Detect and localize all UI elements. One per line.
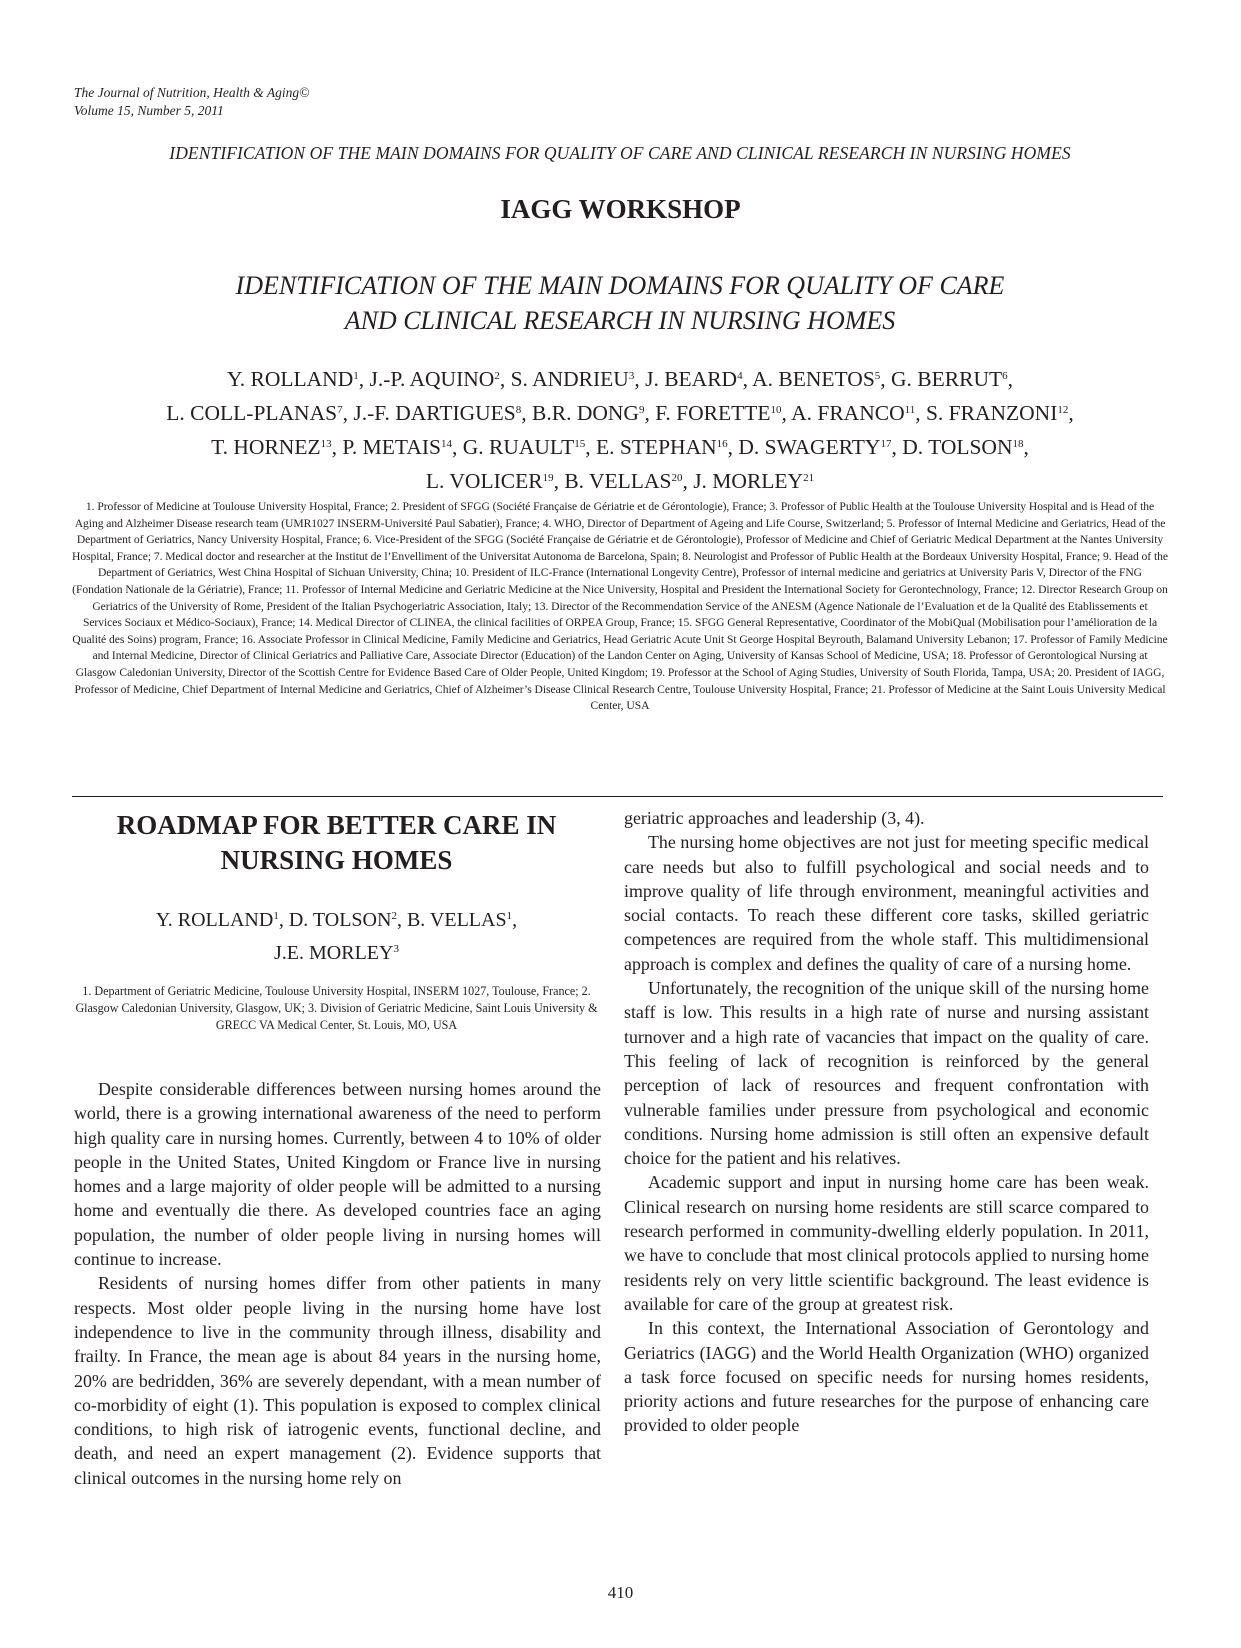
- body-paragraph: Unfortunately, the recognition of the unique skill of the nursing home staff is low. This results in a high rate of nurse and nursing assistant turnover and a high rate of vacancies that impact on the quality of care. This feeling of lack of recognition is reinforced by the general perception of lack of resources and frequent confrontation with vulnerable families under pressure from psychological and economic conditions. Nursing home admission is still often an expensive default choice for the patient and his relatives.: [624, 978, 1149, 1169]
- author-separator: ,: [915, 401, 926, 425]
- body-paragraph: Residents of nursing homes differ from other patients in many respects. Most older people living in the nursing home have lost independence to live in the community through illness, disability and frailty. In France, the mean age is about 84 years in the nursing home, 20% are bedridden, 36% are severely dependant, with a mean number of co-morbidity of eight (1). This population is exposed to complex clinical conditions, to high risk of iatrogenic events, functional decline, and death, and need an expert management (2). Evidence supports that clinical outcomes in the nursing home rely on: [74, 1273, 601, 1488]
- author-line: [70, 361, 1170, 395]
- affiliation-marker: 7: [337, 404, 343, 416]
- author-separator: ,: [1023, 435, 1029, 459]
- affiliation-marker: 4: [737, 370, 743, 382]
- author-separator: ,: [521, 401, 533, 425]
- author-separator: ,: [512, 909, 518, 931]
- author-separator: ,: [499, 367, 511, 391]
- author-name: F. FORETTE: [655, 401, 771, 425]
- author-name: E. STEPHAN: [595, 435, 717, 459]
- author-separator: ,: [278, 909, 289, 931]
- author-name: J. BEARD: [645, 367, 738, 391]
- author-list: [70, 361, 1170, 497]
- affiliation-marker: 3: [393, 943, 399, 955]
- author-name: P. METAIS: [342, 435, 441, 459]
- section-divider: [72, 796, 1163, 797]
- body-column-left: [74, 1077, 601, 1490]
- affiliation-marker: 2: [494, 370, 500, 382]
- author-name: L. COLL-PLANAS: [166, 401, 338, 425]
- journal-name: The Journal of Nutrition, Health & Aging©: [74, 85, 310, 100]
- affiliation-marker: 15: [574, 438, 586, 450]
- body-paragraph: Despite considerable differences between nursing homes around the world, there is a growing international awareness of the need to perform high quality care in nursing homes. Currently, between 4 to 10% of older people in the United States, United Kingdom or France live in nursing homes and a large majority of older people will be admitted to a nursing home and eventually die there. As developed countries face an aging population, the number of older people living in nursing homes will continue to increase.: [74, 1079, 601, 1270]
- author-line: [74, 935, 599, 968]
- affiliation-marker: 12: [1057, 404, 1069, 416]
- author-separator: ,: [634, 367, 646, 391]
- author-name: D. SWAGERTY: [738, 435, 881, 459]
- affiliation-marker: 9: [638, 404, 645, 416]
- affiliation-marker: 1: [506, 910, 513, 922]
- article-title: [60, 268, 1180, 338]
- affiliation-marker: 8: [515, 404, 522, 416]
- author-separator: ,: [644, 401, 656, 425]
- author-name: J.E. MORLEY: [274, 942, 394, 964]
- section-affiliations: 1. Department of Geriatric Medicine, Toulouse University Hospital, INSERM 1027, Toulouse, France; 2. Glasgow Caledonian University, Glasgow, UK; 3. Division of Geriatric Medicine, Saint Louis University & GRECC VA Medical Center, St. Louis, MO, USA: [75, 984, 598, 1032]
- author-line: [70, 395, 1170, 429]
- affiliation-marker: 5: [874, 370, 881, 382]
- affiliation-marker: 2: [391, 910, 397, 922]
- author-separator: ,: [358, 367, 370, 391]
- body-column-right: [624, 806, 1149, 1438]
- author-name: J.-F. DARTIGUES: [353, 401, 516, 425]
- affiliation-marker: 17: [880, 438, 892, 450]
- affiliation-marker: 11: [904, 404, 916, 416]
- journal-volume: Volume 15, Number 5, 2011: [74, 103, 224, 118]
- affiliation-marker: 14: [440, 438, 452, 450]
- author-name: Y. ROLLAND: [227, 367, 354, 391]
- affiliation-marker: 6: [1002, 370, 1008, 382]
- affiliation-marker: 10: [770, 404, 782, 416]
- author-separator: ,: [742, 367, 753, 391]
- author-name: Y. ROLLAND: [155, 909, 274, 931]
- affiliation-marker: 18: [1012, 438, 1024, 450]
- author-separator: ,: [781, 401, 792, 425]
- author-name: S. FRANZONI: [925, 401, 1058, 425]
- author-line: [74, 902, 599, 935]
- author-name: G. RUAULT: [462, 435, 575, 459]
- author-separator: ,: [342, 401, 354, 425]
- article-title-line-2: AND CLINICAL RESEARCH IN NURSING HOMES: [344, 306, 896, 335]
- journal-info: [74, 84, 309, 120]
- author-line: [70, 463, 1170, 497]
- workshop-title: IAGG WORKSHOP: [500, 194, 741, 224]
- author-name: D. TOLSON: [288, 909, 392, 931]
- author-separator: ,: [396, 909, 407, 931]
- author-separator: ,: [727, 435, 739, 459]
- author-name: J.-P. AQUINO: [369, 367, 495, 391]
- affiliation-marker: 20: [671, 472, 683, 484]
- body-paragraph-continuation: geriatric approaches and leadership (3, 4).: [624, 808, 925, 828]
- author-name: D. TOLSON: [902, 435, 1013, 459]
- author-name: J. MORLEY: [693, 469, 804, 493]
- author-separator: ,: [553, 469, 565, 493]
- author-separator: ,: [891, 435, 903, 459]
- section-title: [74, 808, 599, 878]
- affiliation-marker: 16: [716, 438, 728, 450]
- author-name: T. HORNEZ: [211, 435, 321, 459]
- affiliation-marker: 3: [628, 370, 635, 382]
- author-separator: ,: [1068, 401, 1074, 425]
- affiliation-marker: 1: [273, 910, 279, 922]
- author-name: S. ANDRIEU: [510, 367, 629, 391]
- affiliation-marker: 1: [353, 370, 359, 382]
- author-name: B. VELLAS: [564, 469, 672, 493]
- body-paragraph: The nursing home objectives are not just for meeting specific medical care needs but also to fulfill psychological and social needs and to improve quality of life through environment, meaningful activities and social contacts. To reach these different core tasks, skilled geriatric competences are required from the whole staff. This multidimensional approach is complex and defines the quality of care of a nursing home.: [624, 832, 1149, 974]
- article-title-line-1: IDENTIFICATION OF THE MAIN DOMAINS FOR QUALITY OF CARE: [235, 271, 1005, 300]
- author-separator: ,: [682, 469, 694, 493]
- author-separator: ,: [331, 435, 343, 459]
- author-name: A. BENETOS: [752, 367, 875, 391]
- author-name: B.R. DONG: [532, 401, 639, 425]
- author-name: G. BERRUT: [891, 367, 1003, 391]
- author-separator: ,: [880, 367, 892, 391]
- running-header: IDENTIFICATION OF THE MAIN DOMAINS FOR QUALITY OF CARE AND CLINICAL RESEARCH IN NURSING HOMES: [169, 143, 1071, 163]
- author-name: A. FRANCO: [791, 401, 905, 425]
- author-name: B. VELLAS: [406, 909, 507, 931]
- author-affiliations: 1. Professor of Medicine at Toulouse University Hospital, France; 2. President of SFGG (Société Française de Gériatrie et de Gérontologie), France; 3. Professor of Public Health at the Toulouse University Hospital and is Head of the Aging and Alzheimer Disease research team (UMR1027 INSERM-Université Paul Sabatier), France; 4. WHO, Director of Department of Ageing and Life Course, Switzerland; 5. Professor of Internal Medicine and Geriatrics, Head of the Department of Geriatrics, Nancy University Hospital, France; 6. Vice-President of the SFGG (Société Française de Gériatrie et de Gérontologie), Professor of Medicine and Chief of Geriatric Medical Department at the Nantes University Hospital, France; 7. Medical doctor and researcher at the Institut de l’Envelliment of the Universitat Autonoma de Barcelona, Spain; 8. Neurologist and Professor of Public Health at the Bordeaux University Hospital, France; 9. Head of the Department of Geriatrics, West China Hospital of Sichuan University, China; 10. President of ILC-France (International Longevity Centre), Professor of internal medicine and geriatrics at University Paris V, Director of the FNG (Fondation Nationale de la Gériatrie), France; 11. Professor of Internal Medicine and Geriatric Medicine at the Nice University, Hospital and President the International Society for Gerontechnology, France; 12. Director Research Group on Geriatrics of the University of Rome, President of the Italian Psychogeriatric Association, Italy; 13. Director of the Recommendation Service of the ANESM (Agence Nationale de l’Evaluation et de la Qualité des Etablissements et Services Sociaux et Médico-Sociaux), France; 14. Medical Director of CLINEA, the clinical facilities of ORPEA Group, France; 15. SFGG General Representative, Coordinator of the MobiQual (Mobilisation pour l’amélioration de la Qualité des Soins) program, France; 16. Associate Professor in Clinical Medicine, Family Medicine and Geriatrics, Head Geriatric Acute Unit St George Hospital Beyrouth, Balamand University Lebanon; 17. Professor of Family Medicine and Internal Medicine, Director of Clinical Geriatrics and Palliative Care, Associate Director (Education) of the Landon Center on Aging, University of Kansas School of Medicine, USA; 18. Professor of Gerontological Nursing at Glasgow Caledonian University, Director of the Scottish Centre for Evidence Based Care of Older People, United Kingdom; 19. Professor at the School of Aging Studies, University of South Florida, Tampa, USA; 20. President of IAGG, Professor of Medicine, Chief Department of Internal Medicine and Geriatrics, Chief of Alzheimer’s Disease Clinical Research Centre, Toulouse University Hospital, France; 21. Professor of Medicine at the Saint Louis University Medical Center, USA: [72, 500, 1168, 713]
- author-separator: ,: [585, 435, 596, 459]
- section-author-list: [74, 902, 599, 968]
- body-paragraph: In this context, the International Association of Gerontology and Geriatrics (IAGG) and the World Health Organization (WHO) organized a task force focused on specific needs for nursing homes residents, priority actions and future researches for the purpose of enhancing care provided to older people: [624, 1318, 1149, 1436]
- affiliation-marker: 13: [320, 438, 332, 450]
- affiliation-marker: 21: [803, 472, 815, 484]
- author-line: [70, 429, 1170, 463]
- section-title-line-1: ROADMAP FOR BETTER CARE IN: [116, 810, 557, 840]
- author-name: L. VOLICER: [425, 469, 543, 493]
- affiliation-marker: 19: [542, 472, 554, 484]
- page-number: 410: [607, 1583, 634, 1602]
- section-title-line-2: NURSING HOMES: [220, 845, 453, 875]
- body-paragraph: Academic support and input in nursing home care has been weak. Clinical research on nursing home residents are still scarce compared to research performed in community-dwelling elderly population. In 2011, we have to conclude that most clinical protocols applied to nursing home residents rely on very little scientific background. The least evidence is available for care of the group at greatest risk.: [624, 1172, 1149, 1314]
- author-separator: ,: [451, 435, 463, 459]
- author-separator: ,: [1007, 367, 1013, 391]
